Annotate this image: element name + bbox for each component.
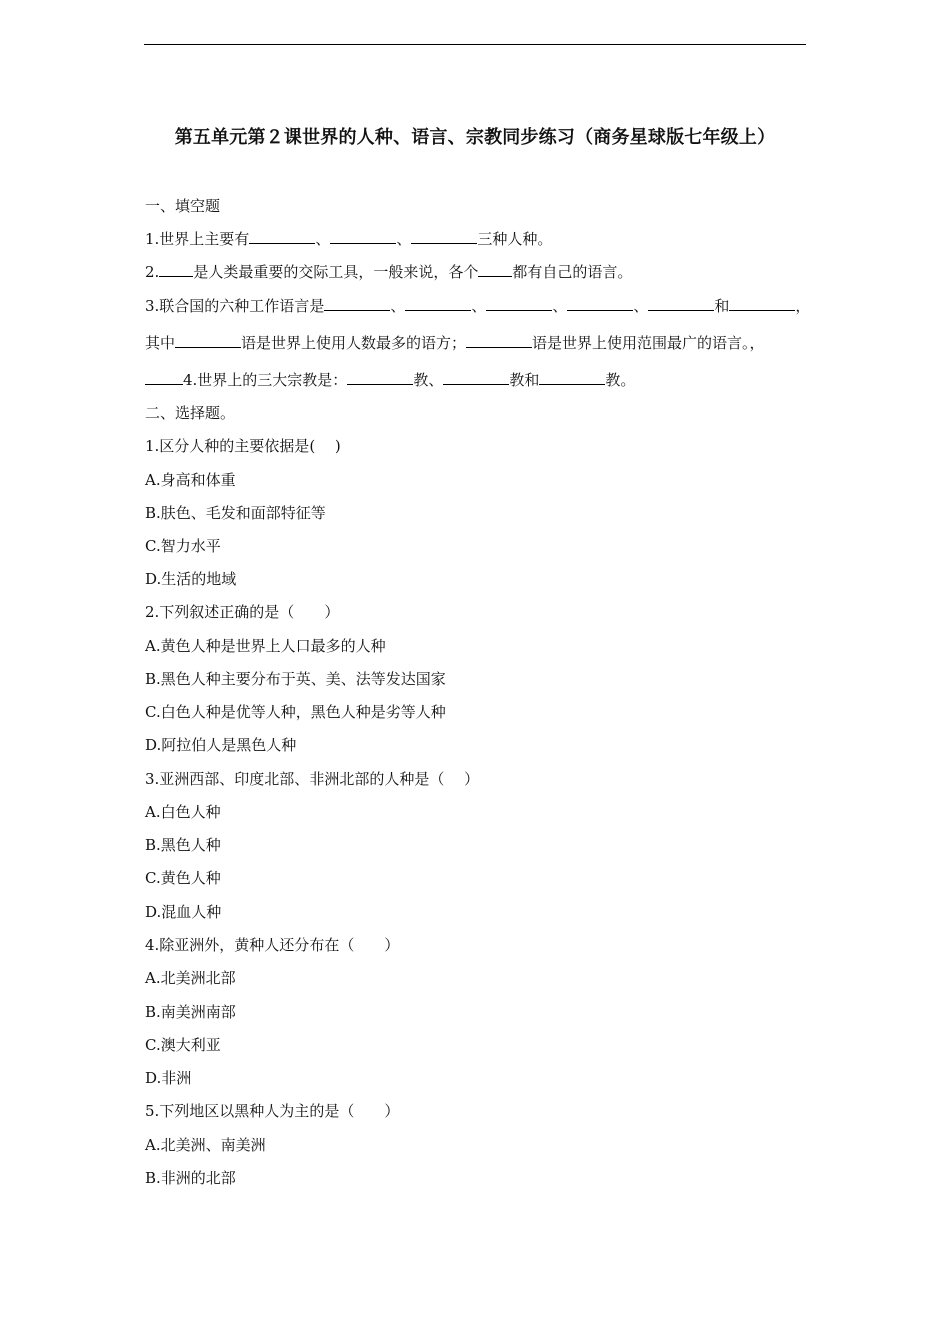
answer-blank[interactable] xyxy=(729,296,795,311)
separator: 、 xyxy=(633,297,649,315)
question-text: 三种人种。 xyxy=(477,230,553,248)
answer-blank[interactable] xyxy=(478,262,512,277)
option-b[interactable]: B.南美洲南部 xyxy=(145,1003,236,1021)
separator: 、 xyxy=(396,230,412,248)
question-text: 都有自己的语言。 xyxy=(512,263,633,281)
answer-blank[interactable] xyxy=(486,296,552,311)
page-title: 第五单元第２课世界的人种、语言、宗教同步练习（商务星球版七年级上） xyxy=(174,127,776,148)
answer-blank[interactable] xyxy=(145,370,183,385)
option-d[interactable]: D.混血人种 xyxy=(145,903,222,921)
answer-blank[interactable] xyxy=(249,229,315,244)
question-3-fill xyxy=(145,296,810,316)
question-text: 其中 xyxy=(145,334,176,352)
question-stem: 3.亚洲西部、印度北部、非洲北部的人种是（ ） xyxy=(145,770,480,788)
question-text: 是人类最重要的交际工具，一般来说，各个 xyxy=(193,263,479,281)
separator: 、 xyxy=(315,230,331,248)
section-heading-fill-blank: 一、填空题 xyxy=(145,197,221,215)
question-stem: 4.除亚洲外，黄种人还分布在（ ） xyxy=(145,936,400,954)
option-d[interactable]: D.非洲 xyxy=(145,1069,192,1087)
answer-blank[interactable] xyxy=(347,370,413,385)
question-1-fill xyxy=(145,229,552,249)
question-text: 教和 xyxy=(509,371,540,389)
answer-blank[interactable] xyxy=(324,296,390,311)
question-text: 2. xyxy=(145,263,160,281)
answer-blank[interactable] xyxy=(405,296,471,311)
question-stem: 1.区分人种的主要依据是( ) xyxy=(145,437,341,455)
separator: 、 xyxy=(471,297,487,315)
separator: ， xyxy=(795,297,811,315)
option-b[interactable]: B.肤色、毛发和面部特征等 xyxy=(145,504,326,522)
option-d[interactable]: D.阿拉伯人是黑色人种 xyxy=(145,736,297,754)
question-text: 教。 xyxy=(605,371,636,389)
option-d[interactable]: D.生活的地域 xyxy=(145,570,237,588)
question-text: 语是世界上使用范围最广的语言。， xyxy=(532,334,765,352)
question-3-continued xyxy=(145,333,765,353)
separator: 、 xyxy=(552,297,568,315)
option-c[interactable]: C.澳大利亚 xyxy=(145,1036,221,1054)
option-b[interactable]: B.非洲的北部 xyxy=(145,1169,236,1187)
answer-blank[interactable] xyxy=(330,229,396,244)
conjunction: 和 xyxy=(714,297,730,315)
option-a[interactable]: A.身高和体重 xyxy=(145,471,236,489)
question-text: 3.联合国的六种工作语言是 xyxy=(145,297,325,315)
question-text: 语是世界上使用人数最多的语方； xyxy=(241,334,467,352)
separator: 、 xyxy=(390,297,406,315)
option-a[interactable]: A.北美洲北部 xyxy=(145,969,236,987)
answer-blank[interactable] xyxy=(648,296,714,311)
option-c[interactable]: C.白色人种是优等人种，黑色人种是劣等人种 xyxy=(145,703,446,721)
option-a[interactable]: A.黄色人种是世界上人口最多的人种 xyxy=(145,637,386,655)
answer-blank[interactable] xyxy=(175,333,241,348)
option-c[interactable]: C.智力水平 xyxy=(145,537,221,555)
answer-blank[interactable] xyxy=(159,262,193,277)
answer-blank[interactable] xyxy=(567,296,633,311)
answer-blank[interactable] xyxy=(411,229,477,244)
header-rule xyxy=(144,44,806,45)
question-stem: 2.下列叙述正确的是（ ） xyxy=(145,603,340,621)
option-a[interactable]: A.北美洲、南美洲 xyxy=(145,1136,266,1154)
option-c[interactable]: C.黄色人种 xyxy=(145,869,221,887)
option-b[interactable]: B.黑色人种 xyxy=(145,836,221,854)
question-text: 4.世界上的三大宗教是： xyxy=(183,371,348,389)
question-stem: 5.下列地区以黑种人为主的是（ ） xyxy=(145,1102,400,1120)
answer-blank[interactable] xyxy=(443,370,509,385)
option-b[interactable]: B.黑色人种主要分布于英、美、法等发达国家 xyxy=(145,670,446,688)
option-a[interactable]: A.白色人种 xyxy=(145,803,221,821)
question-2-fill xyxy=(145,262,632,282)
answer-blank[interactable] xyxy=(539,370,605,385)
question-4-fill xyxy=(145,370,635,390)
answer-blank[interactable] xyxy=(466,333,532,348)
question-text: 1.世界上主要有 xyxy=(145,230,250,248)
question-text: 教、 xyxy=(413,371,444,389)
section-heading-multiple-choice: 二、选择题。 xyxy=(145,404,236,422)
